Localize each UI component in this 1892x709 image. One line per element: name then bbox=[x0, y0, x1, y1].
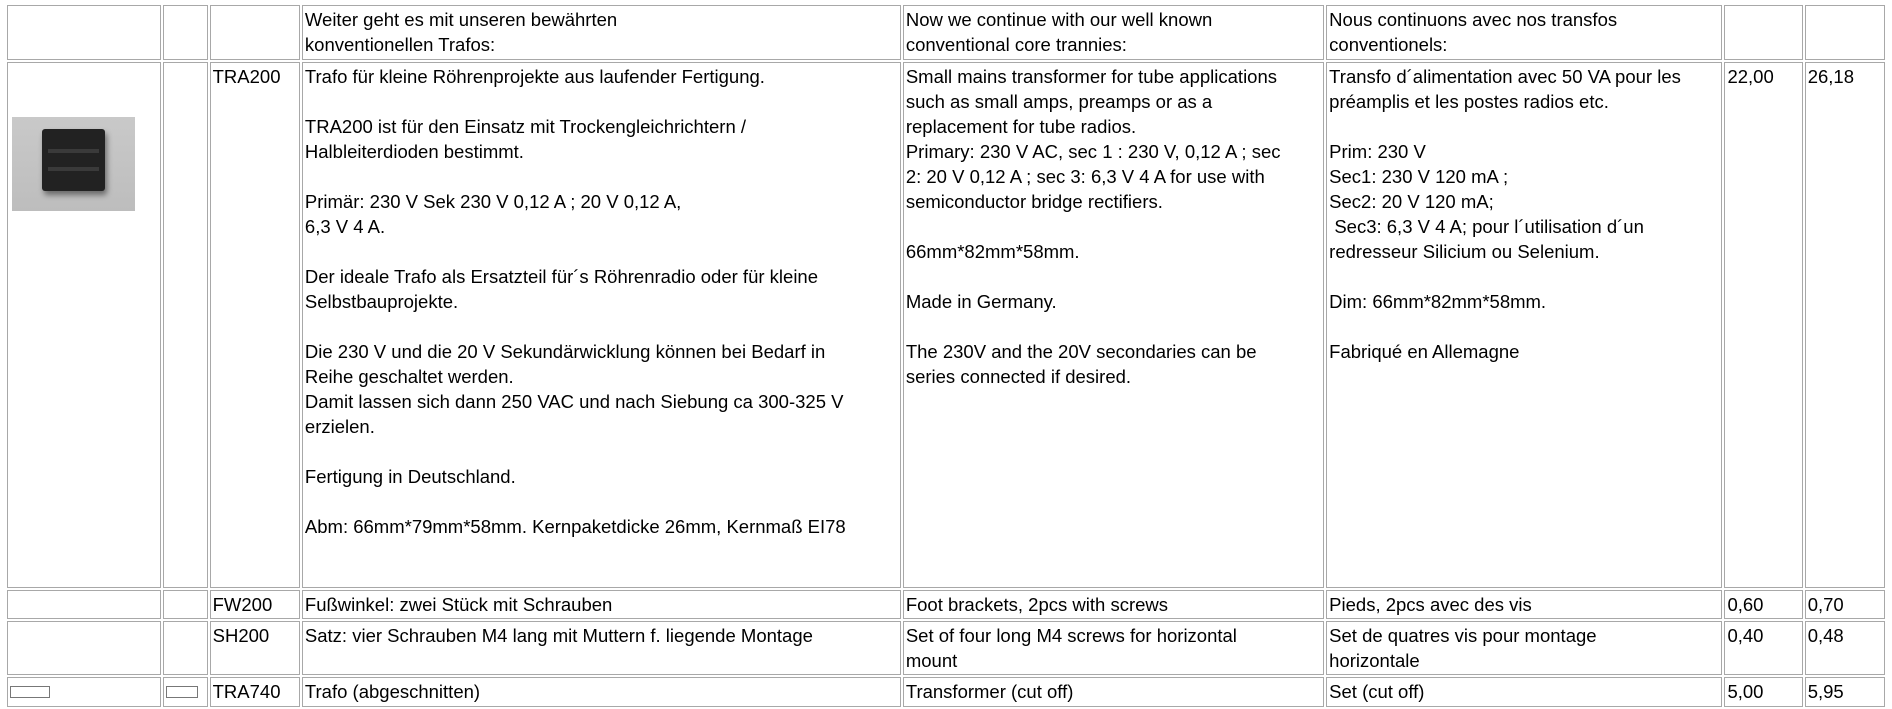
spacer-cell bbox=[163, 677, 207, 707]
description-english: Transformer (cut off) bbox=[903, 677, 1324, 707]
description-french: Nous continuons avec nos transfos conventionels: bbox=[1326, 5, 1722, 60]
spacer-cell bbox=[163, 5, 207, 60]
price-gross: 5,95 bbox=[1805, 677, 1885, 707]
product-table bbox=[5, 3, 1887, 709]
spacer-cell bbox=[163, 590, 207, 619]
description-german: Satz: vier Schrauben M4 lang mit Muttern f. liegende Montage bbox=[302, 621, 901, 675]
price-gross bbox=[1805, 5, 1885, 60]
description-english: Small mains transformer for tube applications such as small amps, preamps or as a replacement for tube radios. Primary: 230 V AC, sec 1 : 230 V, 0,12 A ; sec 2: 20 V 0,12 A ; sec 3: 6,3 V 4 A for use with semiconductor bridge rectifiers. 66mm*82mm*58mm. Made in Germany. The 230V and the 20V secondaries can be series connected if desired. bbox=[903, 62, 1324, 588]
price-net: 0,60 bbox=[1724, 590, 1802, 619]
description-french: Set de quatres vis pour montage horizontale bbox=[1326, 621, 1722, 675]
image-cell bbox=[7, 621, 161, 675]
image-cell bbox=[7, 5, 161, 60]
description-german: Trafo für kleine Röhrenprojekte aus laufender Fertigung. TRA200 ist für den Einsatz mit Trockengleichrichtern / Halbleiterdioden bestimmt. Primär: 230 V Sek 230 V 0,12 A ; 20 V 0,12 A, 6,3 V 4 A. Der ideale Trafo als Ersatzteil für´s Röhrenradio oder für kleine Selbstbauprojekte. Die 230 V und die 20 V Sekundärwicklung können bei Bedarf in Reihe geschaltet werden. Damit lassen sich dann 250 VAC und nach Siebung ca 300-325 V erzielen. Fertigung in Deutschland. Abm: 66mm*79mm*58mm. Kernpaketdicke 26mm, Kernmaß EI78 bbox=[302, 62, 901, 588]
price-gross: 0,48 bbox=[1805, 621, 1885, 675]
image-cell bbox=[7, 590, 161, 619]
price-net: 22,00 bbox=[1724, 62, 1802, 588]
image-cell bbox=[7, 677, 161, 707]
spacer-cell bbox=[163, 62, 207, 588]
price-gross: 26,18 bbox=[1805, 62, 1885, 588]
table-row bbox=[7, 621, 1885, 675]
description-german: Trafo (abgeschnitten) bbox=[302, 677, 901, 707]
description-french: Transfo d´alimentation avec 50 VA pour les préamplis et les postes radios etc. Prim: 230 V Sec1: 230 V 120 mA ; Sec2: 20 V 120 mA; Sec3: 6,3 V 4 A; pour l´utilisation d´un redresseur Silicium ou Selenium. Dim: 66mm*82mm*58mm. Fabriqué en Allemagne bbox=[1326, 62, 1722, 588]
description-english: Now we continue with our well known conventional core trannies: bbox=[903, 5, 1324, 60]
article-code: TRA200 bbox=[210, 62, 300, 588]
description-german: Weiter geht es mit unseren bewährten konventionellen Trafos: bbox=[302, 5, 901, 60]
price-gross: 0,70 bbox=[1805, 590, 1885, 619]
description-english: Set of four long M4 screws for horizontal mount bbox=[903, 621, 1324, 675]
article-code: TRA740 bbox=[210, 677, 300, 707]
description-french: Pieds, 2pcs avec des vis bbox=[1326, 590, 1722, 619]
price-net bbox=[1724, 5, 1802, 60]
description-german: Fußwinkel: zwei Stück mit Schrauben bbox=[302, 590, 901, 619]
product-image[interactable] bbox=[12, 117, 135, 211]
table-row bbox=[7, 590, 1885, 619]
price-net: 5,00 bbox=[1724, 677, 1802, 707]
table-row bbox=[7, 5, 1885, 60]
price-net: 0,40 bbox=[1724, 621, 1802, 675]
description-english: Foot brackets, 2pcs with screws bbox=[903, 590, 1324, 619]
table-row bbox=[7, 62, 1885, 588]
spacer-cell bbox=[163, 621, 207, 675]
table-row bbox=[7, 677, 1885, 707]
article-code bbox=[210, 5, 300, 60]
article-code: FW200 bbox=[210, 590, 300, 619]
description-french: Set (cut off) bbox=[1326, 677, 1722, 707]
image-cell bbox=[7, 62, 161, 588]
article-code: SH200 bbox=[210, 621, 300, 675]
